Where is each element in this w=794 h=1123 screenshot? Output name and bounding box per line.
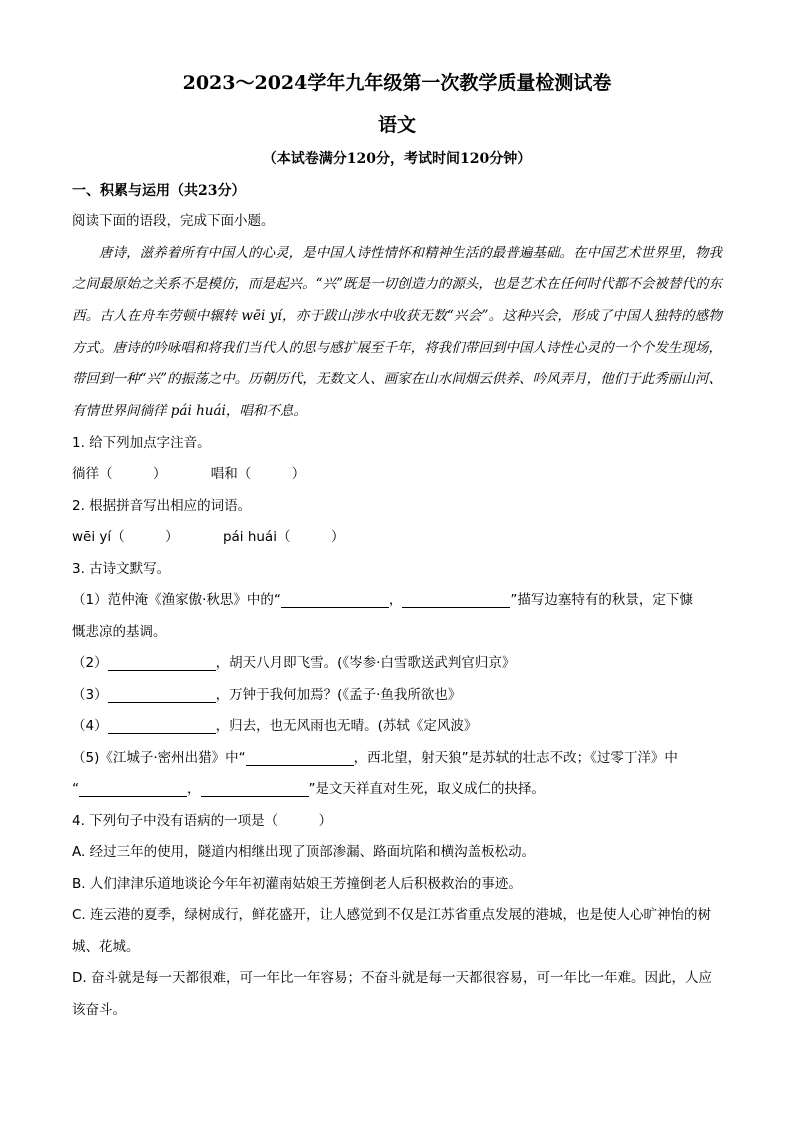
q1-item-1-answer[interactable]: （ ） — [99, 466, 167, 483]
q2-item-1-answer[interactable]: （ ） — [111, 529, 179, 546]
q3-sub-4-text: ，归去，也无风雨也无晴。(苏轼《定风波》 — [215, 718, 478, 735]
q3-sub-2 — [72, 648, 722, 680]
q3-sub-5-blank-2[interactable] — [79, 780, 187, 797]
q4-option-a[interactable]: A. 经过三年的使用，隧道内相继出现了顶部渗漏、路面坑陷和横沟盖板松动。 — [72, 844, 536, 861]
q2-item-2-pinyin: pái huái — [222, 529, 277, 546]
q1-item-2 — [211, 459, 306, 491]
q3-sub-1-text-a: （1）范仲淹《渔家傲·秋思》中的“ — [72, 592, 281, 609]
q2-item-1 — [72, 522, 179, 554]
q3-sub-4-label: （4） — [72, 718, 108, 735]
q3-sub-5-text-a: （5)《江城子·密州出猎》中“ — [72, 749, 246, 766]
q3-sub-4-blank[interactable] — [108, 717, 216, 734]
q3-sub-1-sep: ， — [388, 592, 403, 609]
q3-sub-5-line-2 — [72, 774, 722, 806]
q3-sub-3-blank[interactable] — [108, 686, 216, 703]
q3-sub-2-text: ，胡天八月即飞雪。(《岑参·白雪歌送武判官归京》 — [215, 655, 516, 672]
q3-sub-5-text-b: ，西北望，射天狼”是苏轼的壮志不改；《过零丁洋》中 — [353, 749, 678, 766]
reading-passage: 唐诗，滋养着所有中国人的心灵，是中国人诗性情怀和精神生活的最普遍基础。在中国艺术世界里，物我之间最原始之关系不是模仿，而是起兴。“兴”既是一切创造力的源头，也是艺术在任何时代都不会被替代的东西。古人在舟车劳顿中辗转 wēi yí，亦于跋山涉水中收获无数“兴会”。这种兴会，形成了中国人独特的感物方式。唐诗的吟咏唱和将我们当代人的思与感扩展至千年，将我们带回到中国人诗性心灵的一个个发生现场，带回到一种“兴”的振荡之中。历朝历代，无数文人、画家在山水间烟云供养、吟风弄月，他们于此秀丽山河、有情世界间徜徉 pái huái，唱和不息。 — [72, 244, 722, 420]
q3-sub-5-text-d: ”是文天祥直对生死，取义成仁的抉择。 — [308, 781, 545, 798]
q1-item-1 — [72, 459, 167, 491]
q1-item-2-answer[interactable]: （ ） — [237, 466, 306, 483]
q3-sub-1-text-b: ”描写边塞特有的秋景，定下慷 — [510, 592, 693, 609]
q3-sub-5-blank-1[interactable] — [246, 749, 354, 766]
q3-sub-5-line-1 — [72, 743, 722, 775]
q4-option-c[interactable]: C. 连云港的夏季，绿树成行，鲜花盛开，让人感觉到不仅是江苏省重点发展的港城，也是使人心旷神怡的树城、花城。 — [72, 907, 712, 955]
q2-item-2-answer[interactable]: （ ） — [276, 529, 345, 546]
q1-item-1-word: 徜徉 — [72, 466, 99, 483]
q3-sub-4 — [72, 711, 722, 743]
question-3-stem: 3. 古诗文默写。 — [72, 560, 171, 577]
q2-item-2 — [223, 522, 345, 554]
q3-sub-1-line-2: 慨悲凉的基调。 — [72, 623, 167, 640]
exam-subject: 语文 — [377, 114, 416, 136]
q4-option-d[interactable]: D. 奋斗就是每一天都很难，可一年比一年容易；不奋斗就是每一天都很容易，可一年比一年难。因此，人应该奋斗。 — [72, 970, 712, 1018]
question-1-items — [72, 459, 722, 491]
q3-sub-1-line-1 — [72, 585, 722, 617]
question-2-items — [72, 522, 722, 554]
reading-instruction: 阅读下面的语段，完成下面小题。 — [72, 213, 275, 229]
q3-sub-1-blank-1[interactable] — [281, 591, 389, 608]
question-1-stem: 1. 给下列加点字注音。 — [72, 434, 211, 451]
q2-item-1-pinyin: wēi yí — [72, 529, 112, 546]
q3-sub-5-blank-3[interactable] — [201, 780, 309, 797]
q4-option-b[interactable]: B. 人们津津乐道地谈论今年年初灌南姑娘王芳撞倒老人后积极救治的事迹。 — [72, 875, 522, 892]
q3-sub-5-sep: ， — [187, 781, 201, 798]
q3-sub-3-text: ，万钟于我何加焉？(《孟子·鱼我所欲也》 — [215, 686, 462, 703]
q3-sub-2-label: （2） — [72, 655, 108, 672]
exam-note: （本试卷满分120分，考试时间120分钟） — [262, 151, 532, 167]
q3-sub-3-label: （3） — [72, 686, 108, 703]
q3-sub-3 — [72, 680, 722, 712]
exam-title: 2023～2024学年九年级第一次教学质量检测试卷 — [182, 72, 612, 94]
question-2-stem: 2. 根据拼音写出相应的词语。 — [72, 497, 252, 514]
question-4-stem: 4. 下列句子中没有语病的一项是（ ） — [72, 812, 333, 829]
q1-item-2-word: 唱和 — [210, 466, 238, 483]
q3-sub-5-quote-open: “ — [72, 781, 79, 798]
q3-sub-2-blank[interactable] — [108, 654, 216, 671]
q3-sub-1-blank-2[interactable] — [402, 591, 510, 608]
section-heading: 一、积累与运用（共23分） — [72, 183, 246, 199]
